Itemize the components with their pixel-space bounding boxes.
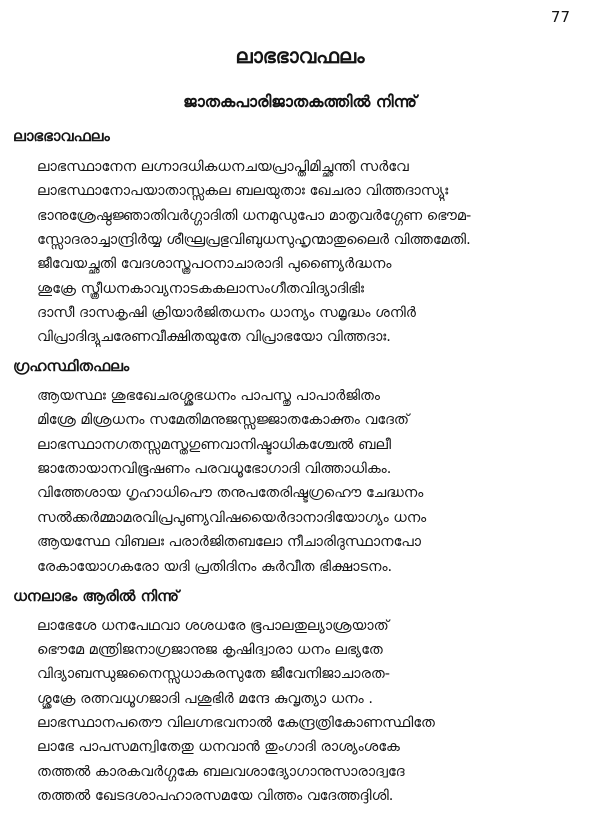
verse-line: രേകായോഗകരോ യദി പ്രതിദിനം കുർവീത ഭിക്ഷാടനം. (37, 559, 393, 575)
verse-line: വിപ്രാദിദ്യുചരേണവീക്ഷിതയുതേ വിപ്രാഭയോ വിത്തദാഃ. (37, 329, 391, 345)
verse-line: ശ്ശുക്രേ രത്നവധൂഗജാദി പശുഭിർ മന്ദേ കുവൃത്യാ ധനം . (37, 691, 373, 707)
verse-line: ശുക്രേ സ്ത്രീധനകാവ്യനാടകകലാസംഗീതവിദ്യാദിഭിഃ (37, 281, 365, 297)
verse-line: ഭാനുശ്രേഷ്ഠജ്ഞാതിവർഗ്ഗാദിതി ധനമുഡുപോ മാതൃവർഗ്ഗേണ ഭൌമ- (37, 208, 472, 224)
verse-line: ലാഭേ പാപസമന്വിതേതു ധനവാൻ തുംഗാദി രാശ്യംശകേ (37, 739, 400, 755)
verse-line: ലാഭസ്ഥാനപതൌ വിലഗ്നഭവനാൽ കേന്ദ്രത്രികോണസ്ഥിതേ (37, 715, 435, 731)
verse-line: ആയസ്ഥഃ ശുഭഖേചരശ്ശുഭധനം പാപസ്തു പാപാർജിതം (37, 388, 380, 404)
verse-line: സ്സോദരാച്ചാന്ദ്രിർയ്യ ശീഘ്രപ്രഭുവിബുധസുഹൃന്മാതുലൈർ വിത്തമേതി. (37, 232, 471, 248)
verse-line: സൽക്കർമ്മാമരവിപ്രപുണ്യവിഷയൈർദാനാദിയോഗ്യം ധനം (37, 510, 427, 526)
verse-line: ലാഭസ്ഥാനഗതസ്സമസ്തഗുണവാനിഷ്ടാധികശ്ചേൽ ബലീ (37, 437, 392, 453)
verse-line: ഭൌമേ മന്ത്രിജനാഗ്രജാനുജ കൃഷിദ്വാരാ ധനം ലഭ്യതേ (37, 642, 383, 658)
verse-line: വിത്തേശായ ഗൃഹാധിപൌ തനുപതേരിഷ്ടഗ്രഹൌ ചേദ്ധനം (37, 485, 424, 501)
verse-line: ലാഭസ്ഥാനേന ലഗ്നാദധികധനചയപ്രാപ്തിമിച്ഛന്തി സർവേ (37, 159, 409, 175)
page-subtitle: ജാതകപാരിജാതകത്തിൽ നിന്നു് (183, 92, 417, 111)
verse-line: ലാഭേശേ ധനപേഥവാ ശശധരേ ഭൂപാലതുല്യാശ്രയാത് (37, 618, 389, 634)
verse-line: ദാസീ ദാസകൃഷി ക്രിയാർജിതധനം ധാന്യം സമൃദ്ധം ശനിർ (37, 305, 416, 321)
page-number: 77 (550, 8, 570, 26)
section-heading: ലാഭഭാവഫലം (13, 127, 110, 145)
verse-line: തത്തൽ കാരകവർഗ്ഗകേ ബലവശാദ്യോഗാനുസാരാദ്വദേ (37, 764, 405, 780)
page-title: ലാഭഭാവഫലം (235, 44, 365, 68)
verse-line: ആയസ്ഥേ വിബലഃ പരാർജിതബലോ നീചാരിദുസ്ഥാനപോ (37, 534, 422, 550)
verse-line: ലാഭസ്ഥാനോപയാതാസ്സകല ബലയുതാഃ ഖേചരാ വിത്തദാസ്യുഃ (37, 183, 449, 199)
section-heading: ഗ്രഹസ്ഥിതഫലം (13, 357, 130, 375)
verse-line: മിശ്രേ മിശ്രധനം സമേതിമനുജസ്സജ്ജാതകോക്തം വദേത് (37, 412, 410, 428)
verse-line: തത്തൽ ഖേടദശാപഹാരസമയേ വിത്തം വദേത്തദ്ദിശി. (37, 788, 394, 804)
verse-line: ജീവേയച്ഛതി വേദശാസ്ത്രപഠനാചാരാദി പുണ്യൈർദ്ധനം (37, 256, 392, 272)
verse-line: ജാതോയാനവിഭൂഷണം പരവധൂഭോഗാദി വിത്താധികം. (37, 461, 392, 477)
verse-line: വിദ്യാബന്ധുജനൈസ്സുധാകരസുതേ ജീവേനിജാചാരത- (37, 666, 390, 682)
section-heading: ധനലാഭം ആരിൽ നിന്നു് (13, 587, 179, 605)
